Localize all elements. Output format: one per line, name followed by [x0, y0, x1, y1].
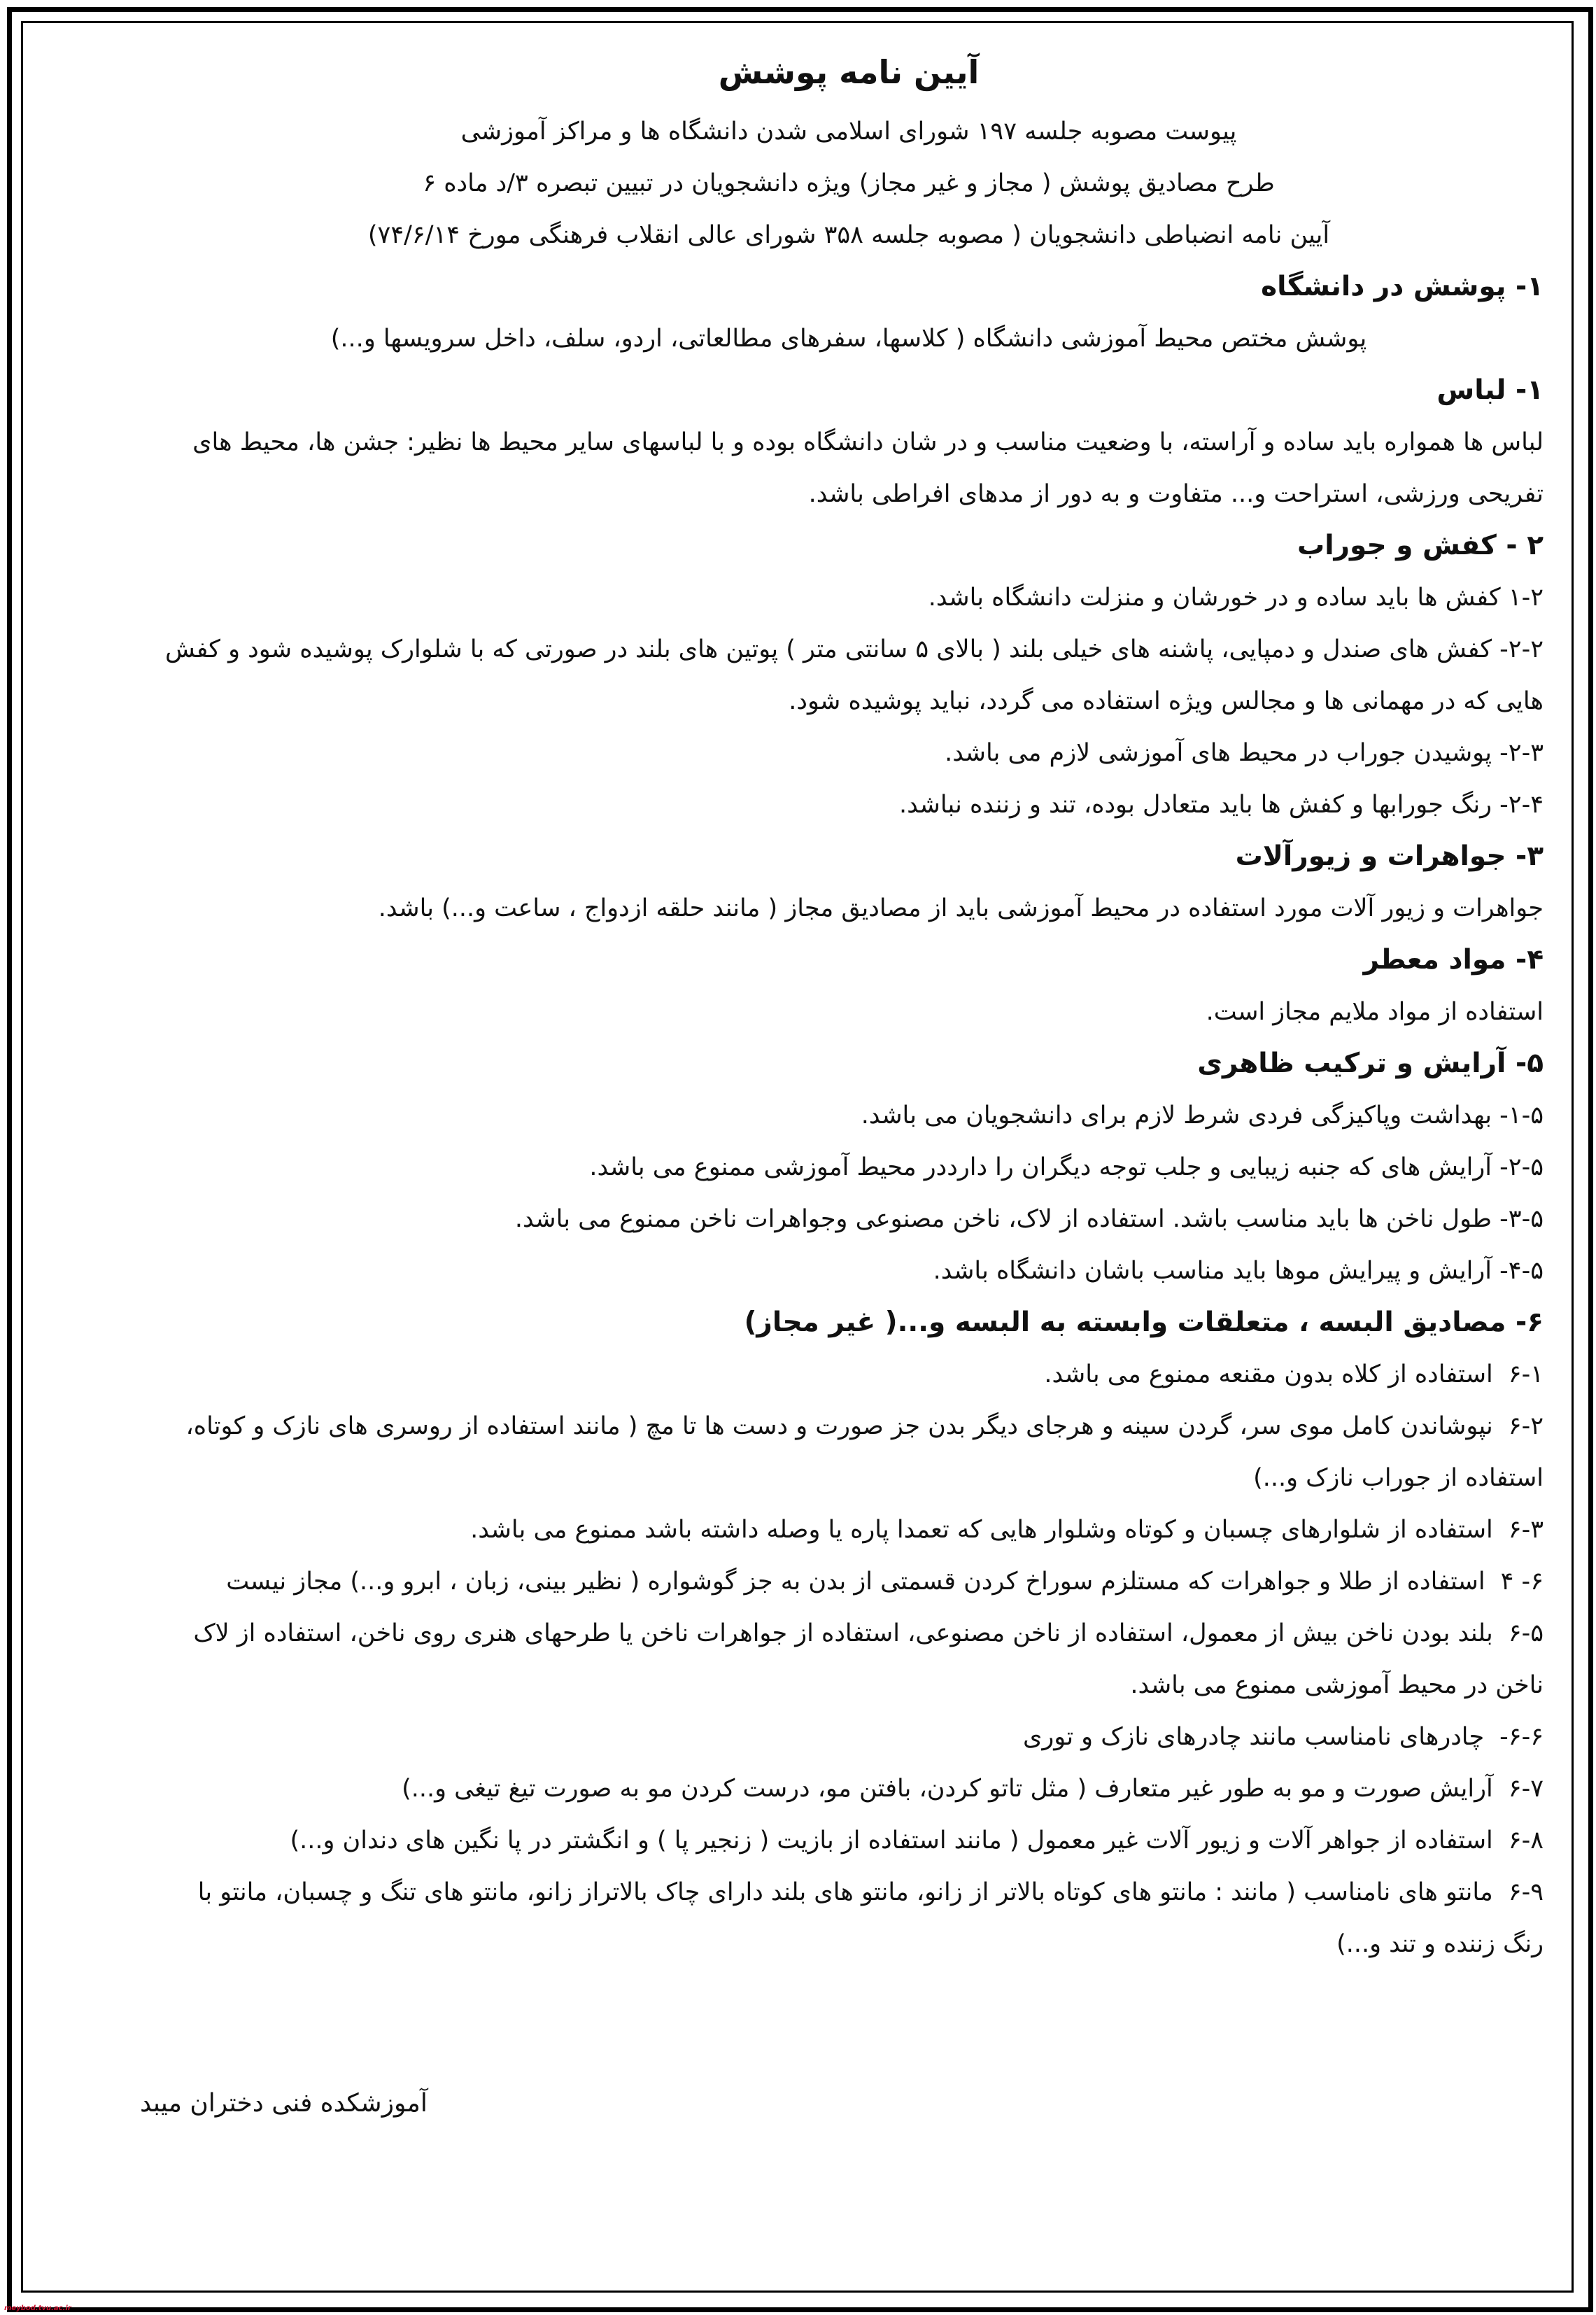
- list-item: ۲-۲- کفش های صندل و دمپایی، پاشنه های خیلی بلند ( بالای ۵ سانتی متر ) پوتین های بلند در صورتی که با شلوارک پوشیده شود و کفش هایی که در مهمانی ها و مجالس ویژه استفاده می گردد، نباید پوشیده شود.: [164, 635, 1544, 715]
- list-item: [154, 1815, 1544, 1866]
- subtitle-line-2: طرح مصادیق پوشش ( مجاز و غیر مجاز) ویژه دانشجویان در تبیین تبصره ۳/د ماده ۶: [423, 169, 1275, 197]
- list-item: ۱-۲ کفش ها باید ساده و در خورشان و منزلت دانشگاه باشد.: [928, 584, 1544, 612]
- item-number: ۶- ۴: [1500, 1568, 1544, 1596]
- item-number: ۶-۵: [1508, 1619, 1544, 1647]
- list-item: ۲-۴- رنگ جورابها و کفش ها باید متعادل بوده، تند و زننده نباشد.: [899, 791, 1544, 819]
- section-heading-appearance: ۵- آرایش و ترکیب ظاهری: [1197, 1048, 1544, 1079]
- subtitle-line-3: آیین نامه انضباطی دانشجویان ( مصوبه جلسه ۳۵۸ شورای عالی انقلاب فرهنگی مورخ ۷۴/۶/۱۴): [367, 221, 1330, 249]
- item-number: ۶-۶-: [1499, 1723, 1544, 1751]
- signature-school-name: آموزشکده فنی دختران میبد: [140, 2089, 428, 2118]
- section-heading-shoes-socks: ۲ - کفش و جوراب: [1297, 530, 1544, 561]
- item-number: ۶-۱: [1508, 1360, 1544, 1388]
- list-item: ۲-۵- آرایش های که جنبه زیبایی و جلب توجه دیگران را دارددر محیط آموزشی ممنوع می باشد.: [589, 1153, 1544, 1181]
- list-item: ۱-۵- بهداشت وپاکیزگی فردی شرط لازم برای دانشجویان می باشد.: [861, 1102, 1544, 1130]
- item-text: استفاده از طلا و جواهرات که مستلزم سوراخ کردن قسمتی از بدن به جز گوشواره ( نظیر بینی، زبان ، ابرو و...) مجاز نیست: [226, 1568, 1485, 1596]
- section-text-perfume: استفاده از مواد ملایم مجاز است.: [1206, 998, 1544, 1026]
- section-heading-prohibited-clothing: ۶- مصادیق البسه ، متعلقات وابسته به البسه و...( غیر مجاز): [744, 1307, 1544, 1338]
- item-number: ۶-۲: [1508, 1412, 1544, 1440]
- list-item: [154, 1607, 1544, 1711]
- section-heading-university-dress: ۱- پوشش در دانشگاه: [1261, 271, 1544, 302]
- list-item: ۳-۵- طول ناخن ها باید مناسب باشد. استفاده از لاک، ناخن مصنوعی وجواهرات ناخن ممنوع می باشد.: [514, 1205, 1544, 1233]
- section-heading-clothing: ۱- لباس: [1436, 374, 1544, 406]
- section-heading-perfume: ۴- مواد معطر: [1363, 944, 1544, 976]
- list-item: [154, 1866, 1544, 1970]
- item-text: استفاده از جواهر آلات و زیور آلات غیر معمول ( مانند استفاده از بازیت ( زنجیر پا ) و انگشتر در پا نگین های دندان و...): [290, 1827, 1493, 1855]
- section-heading-jewelry: ۳- جواهرات و زیورآلات: [1235, 840, 1544, 872]
- list-item: [154, 1711, 1544, 1763]
- list-item: [154, 1556, 1544, 1607]
- list-item: [154, 1400, 1544, 1504]
- item-text: استفاده از شلوارهای چسبان و کوتاه وشلوار هایی که تعمدا پاره یا وصله داشته باشد ممنوع می باشد.: [470, 1516, 1493, 1544]
- item-text: آرایش صورت و مو به طور غیر متعارف ( مثل تاتو کردن، بافتن مو، درست کردن مو به صورت تیغ تیغی و...): [402, 1775, 1493, 1803]
- item-text: بلند بودن ناخن بیش از معمول، استفاده از ناخن مصنوعی، استفاده از جواهرات ناخن یا طرحهای هنری روی ناخن، استفاده از لاک ناخن در محیط آموزشی ممنوع می باشد.: [193, 1619, 1544, 1699]
- item-text: چادرهای نامناسب مانند چادرهای نازک و توری: [1022, 1723, 1485, 1751]
- section-text-clothing: لباس ها همواره باید ساده و آراسته، با وضعیت مناسب و در شان دانشگاه بوده و با لباسهای سایر محیط ها نظیر: جشن ها، محیط های تفریحی ورزشی، استراحت و... متفاوت و به دور از مدهای افراطی باشد.: [192, 428, 1544, 508]
- item-number: ۶-۳: [1508, 1516, 1544, 1544]
- item-text: نپوشاندن کامل موی سر، گردن سینه و هرجای دیگر بدن جز صورت و دست ها تا مچ ( مانند استفاده از روسری های نازک و کوتاه، استفاده از جوراب نازک و...): [185, 1412, 1544, 1492]
- section-text-university-dress: پوشش مختص محیط آموزشی دانشگاه ( کلاسها، سفرهای مطالعاتی، اردو، سلف، داخل سرویسها و...): [330, 325, 1367, 353]
- item-text: استفاده از کلاه بدون مقنعه ممنوع می باشد.: [1044, 1360, 1493, 1388]
- list-item: [154, 1763, 1544, 1815]
- item-number: ۶-۷: [1508, 1775, 1544, 1803]
- document-body: [154, 38, 1544, 1970]
- list-item: ۴-۵- آرایش و پیرایش موها باید مناسب باشان دانشگاه باشد.: [933, 1257, 1544, 1285]
- item-number: ۶-۸: [1508, 1827, 1544, 1855]
- section-text-jewelry: جواهرات و زیور آلات مورد استفاده در محیط آموزشی باید از مصادیق مجاز ( مانند حلقه ازدواج ، ساعت و...) باشد.: [378, 894, 1544, 922]
- document-title: آیین نامه پوشش: [718, 53, 980, 91]
- list-item: ۲-۳- پوشیدن جوراب در محیط های آموزشی لازم می باشد.: [945, 739, 1544, 767]
- site-watermark: meybod.tvu.ac.ir: [4, 2305, 71, 2312]
- subtitle-line-1: پیوست مصوبه جلسه ۱۹۷ شورای اسلامی شدن دانشگاه ها و مراکز آموزشی: [460, 118, 1237, 146]
- list-item: [154, 1349, 1544, 1400]
- item-number: ۶-۹: [1508, 1878, 1544, 1906]
- item-text: مانتو های نامناسب ( مانند : مانتو های کوتاه بالاتر از زانو، مانتو های بلند دارای چاک بالاتراز زانو، مانتو های تنگ و چسبان، مانتو با رنگ زننده و تند و...): [197, 1878, 1544, 1958]
- list-item: [154, 1504, 1544, 1556]
